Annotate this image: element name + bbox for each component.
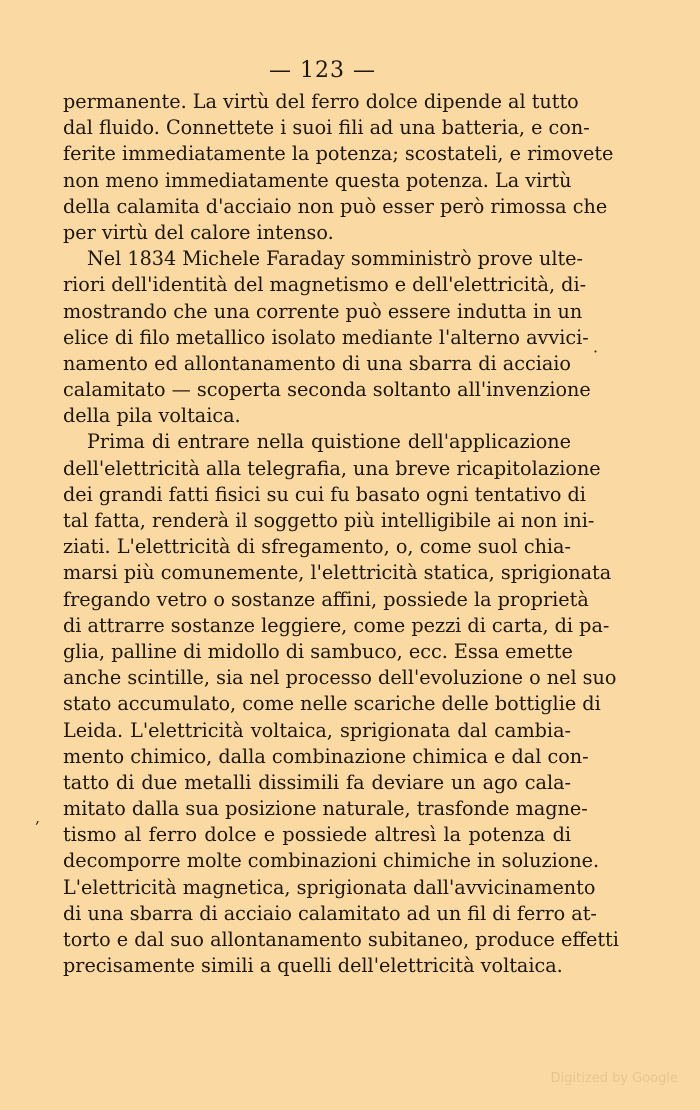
text-line: di attrarre sostanze leggiere, come pezzi di carta, di pa- — [63, 613, 610, 637]
body-text — [63, 89, 619, 979]
text-line: decomporre molte combinazioni chimiche in soluzione. — [63, 849, 600, 873]
watermark: Digitized by Google — [550, 1071, 678, 1086]
text-line: elice di filo metallico isolato mediante l'alterno avvici- — [63, 325, 589, 349]
page-number: — 123 — — [269, 58, 376, 83]
text-line: precisamente simili a quelli dell'elettricità voltaica. — [63, 954, 563, 978]
text-line: glia, palline di midollo di sambuco, ecc. Essa emette — [63, 639, 573, 663]
text-line: marsi più comunemente, l'elettricità statica, sprigionata — [63, 561, 612, 585]
text-line: tal fatta, renderà il soggetto più intelligibile ai non ini- — [63, 509, 595, 532]
text-line: mento chimico, dalla combinazione chimica e dal con- — [63, 744, 589, 768]
text-line: non meno immediatamente questa potenza. La virtù — [63, 168, 572, 192]
text-line: ziati. L'elettricità di sfregamento, o, come suol chia- — [63, 535, 571, 559]
text-line: dal fluido. Connettete i suoi fili ad una batteria, e con- — [63, 116, 590, 140]
text-line: torto e dal suo allontanamento subitaneo, produce effetti — [63, 928, 619, 951]
text-line: di una sbarra di acciaio calamitato ad un fil di ferro at- — [63, 901, 597, 925]
text-line: riori dell'identità del magnetismo e dell'elettricità, di- — [63, 273, 587, 297]
text-line: dei grandi fatti fisici su cui fu basato ogni tentativo di — [63, 482, 586, 506]
text-line: mostrando che una corrente può essere indutta in un — [63, 299, 583, 323]
text-line: L'elettricità magnetica, sprigionata dall'avvicinamento — [63, 875, 596, 899]
text-line: Leida. L'elettricità voltaica, sprigionata dal cambia- — [63, 718, 571, 742]
text-line: Nel 1834 Michele Faraday somministrò prove ulte- — [87, 247, 584, 271]
text-line: tismo al ferro dolce e possiede altresì la potenza di — [63, 823, 571, 847]
text-line: mitato dalla sua posizione naturale, trasfonde magne- — [63, 797, 588, 821]
text-line: dell'elettricità alla telegrafia, una breve ricapitolazione — [63, 456, 601, 480]
text-line: della calamita d'acciaio non può esser però rimossa che — [63, 194, 608, 218]
text-line: namento ed allontanamento di una sbarra di acciaio — [63, 351, 571, 375]
text-line: tatto di due metalli dissimili fa deviare un ago cala- — [63, 770, 571, 794]
text-line: permanente. La virtù del ferro dolce dipende al tutto — [63, 90, 579, 113]
text-line: anche scintille, sia nel processo dell'evoluzione o nel suo — [63, 666, 617, 690]
ink-speck: · — [593, 342, 599, 361]
ink-speck: , — [35, 808, 41, 827]
text-line: fregando vetro o sostanze affini, possiede la proprietà — [63, 587, 589, 611]
text-line: calamitato — scoperta seconda soltanto all'invenzione — [63, 378, 591, 402]
text-line: della pila voltaica. — [63, 404, 241, 428]
text-line: Prima di entrare nella quistione dell'applicazione — [87, 430, 571, 454]
text-line: ferite immediatamente la potenza; scostateli, e rimovete — [63, 142, 614, 166]
text-line: per virtù del calore intenso. — [63, 220, 334, 244]
text-line: stato accumulato, come nelle scariche delle bottiglie di — [63, 692, 601, 716]
